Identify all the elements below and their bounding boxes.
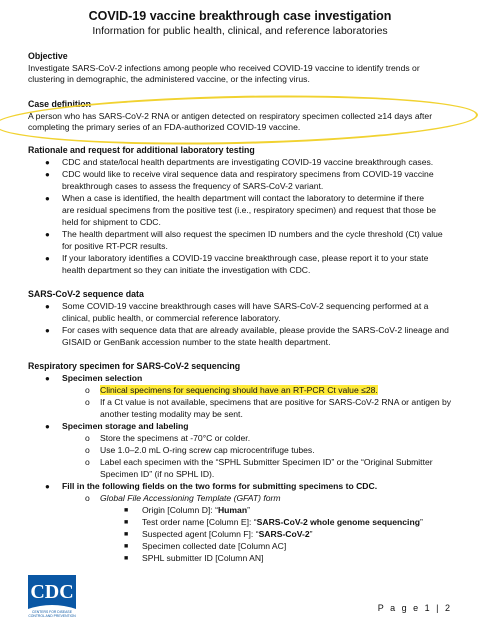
list-item: CDC and state/local health departments are investigating COVID-19 vaccine breakthrough cases. (62, 157, 434, 167)
sequence-heading: SARS-CoV-2 sequence data (28, 289, 144, 299)
bullet-dot: ● (45, 194, 50, 203)
form-field-item: Origin [Column D]: “Human” (142, 505, 250, 515)
case-definition-text-line: completing the primary series of an FDA-authorized COVID-19 vaccine. (28, 122, 301, 133)
list-item: held for shipment to CDC. (62, 217, 161, 227)
gfat-form-label: Global File Accessioning Template (GFAT) form (100, 493, 281, 503)
list-item: Store the specimens at -70°C or colder. (100, 433, 251, 443)
form-field-item: Suspected agent [Column F]: “SARS-CoV-2” (142, 529, 313, 539)
bullet-dot: ● (45, 422, 50, 431)
list-item: If a Ct value is not available, specimens that are positive for SARS-CoV-2 RNA or antigen by (100, 397, 452, 407)
list-item: GISAID or GenBank accession number to the state health department. (62, 337, 331, 347)
sub-bullet-o: o (85, 385, 90, 395)
case-definition-heading: Case definition (28, 99, 92, 109)
sub-bullet-o: o (85, 493, 90, 503)
storage-heading: Specimen storage and labeling (62, 421, 189, 431)
list-item: Use 1.0–2.0 mL O-ring screw cap microcentrifuge tubes. (100, 445, 315, 455)
objective-section (28, 51, 460, 86)
svg-text:CENTERS FOR DISEASE: CENTERS FOR DISEASE (32, 610, 72, 614)
list-item (100, 385, 378, 397)
bullet-dot: ● (45, 158, 50, 167)
list-item: Specimen ID” (if no SPHL ID). (100, 469, 215, 479)
sub-bullet-o: o (85, 397, 90, 407)
list-item: CDC would like to receive viral sequence data and respiratory specimens from COVID-19 vaccine (62, 169, 434, 179)
list-item: When a case is identified, the health department will contact the laboratory to determine if there (62, 193, 425, 203)
list-item: For cases with sequence data that are already available, please provide the SARS-CoV-2 lineage and (62, 325, 449, 335)
form-field-item: Test order name [Column E]: “SARS-CoV-2 whole genome sequencing” (142, 517, 423, 527)
bullet-dot: ● (45, 302, 50, 311)
square-bullet: ■ (124, 519, 129, 526)
highlighted-ct-requirement: Clinical specimens for sequencing should have an RT-PCR Ct value ≤28. (100, 385, 378, 395)
document-title: COVID-19 vaccine breakthrough case investigation (88, 9, 392, 23)
objective-text-line: clustering in demographic, the administered vaccine, or the infecting virus. (28, 74, 310, 85)
specimen-selection-heading: Specimen selection (62, 373, 143, 383)
list-item: are residual specimens from the positive test (i.e., respiratory specimen) and request that those be (62, 205, 437, 215)
list-item: for positive RT-PCR results. (62, 241, 168, 251)
form-field-item: Specimen collected date [Column AC] (142, 541, 287, 551)
svg-text:CDC: CDC (30, 581, 74, 603)
objective-text-line: Investigate SARS-CoV-2 infections among people who received COVID-19 vaccine to identify trends or (28, 62, 420, 73)
square-bullet: ■ (124, 507, 129, 514)
objective-heading: Objective (28, 51, 68, 61)
case-definition-text-line: A person who has SARS-CoV-2 RNA or antigen detected on respiratory specimen collected ≥14 days after (28, 110, 433, 121)
respiratory-heading: Respiratory specimen for SARS-CoV-2 sequencing (28, 361, 241, 371)
sub-bullet-o: o (85, 445, 90, 455)
bullet-dot: ● (45, 170, 50, 179)
rationale-heading: Rationale and request for additional laboratory testing (28, 145, 255, 155)
page-number: P a g e 1 | 2 (377, 603, 452, 613)
bullet-dot: ● (45, 254, 50, 263)
square-bullet: ■ (124, 543, 129, 550)
sub-bullet-o: o (85, 457, 90, 467)
sub-bullet-o: o (85, 433, 90, 443)
bullet-dot: ● (45, 230, 50, 239)
square-bullet: ■ (124, 531, 129, 538)
square-bullet: ■ (124, 555, 129, 562)
bullet-dot: ● (45, 326, 50, 335)
document-subtitle: Information for public health, clinical, and reference laboratories (92, 25, 388, 37)
cdc-logo (28, 575, 76, 619)
list-item: another testing modality may be sent. (100, 409, 243, 419)
svg-text:CONTROL AND PREVENTION: CONTROL AND PREVENTION (28, 614, 76, 618)
list-item: Some COVID-19 vaccine breakthrough cases will have SARS-CoV-2 sequencing performed at a (62, 301, 429, 311)
bullet-dot: ● (45, 374, 50, 383)
list-item: If your laboratory identifies a COVID-19 vaccine breakthrough case, please report it to your state (62, 253, 429, 263)
list-item: breakthrough cases to assess the frequency of SARS-CoV-2 variant. (62, 181, 324, 191)
list-item: health department so they can initiate the investigation with CDC. (62, 265, 311, 275)
list-item: Label each specimen with the “SPHL Submitter Specimen ID” or the “Original Submitter (100, 457, 433, 467)
list-item: clinical, public health, or commercial reference laboratory. (62, 313, 281, 323)
fill-fields-heading: Fill in the following fields on the two forms for submitting specimens to CDC. (62, 481, 378, 491)
list-item: The health department will also request the specimen ID numbers and the cycle threshold (Ct) value (62, 229, 443, 239)
form-field-item: SPHL submitter ID [Column AN] (142, 553, 264, 563)
bullet-dot: ● (45, 482, 50, 491)
